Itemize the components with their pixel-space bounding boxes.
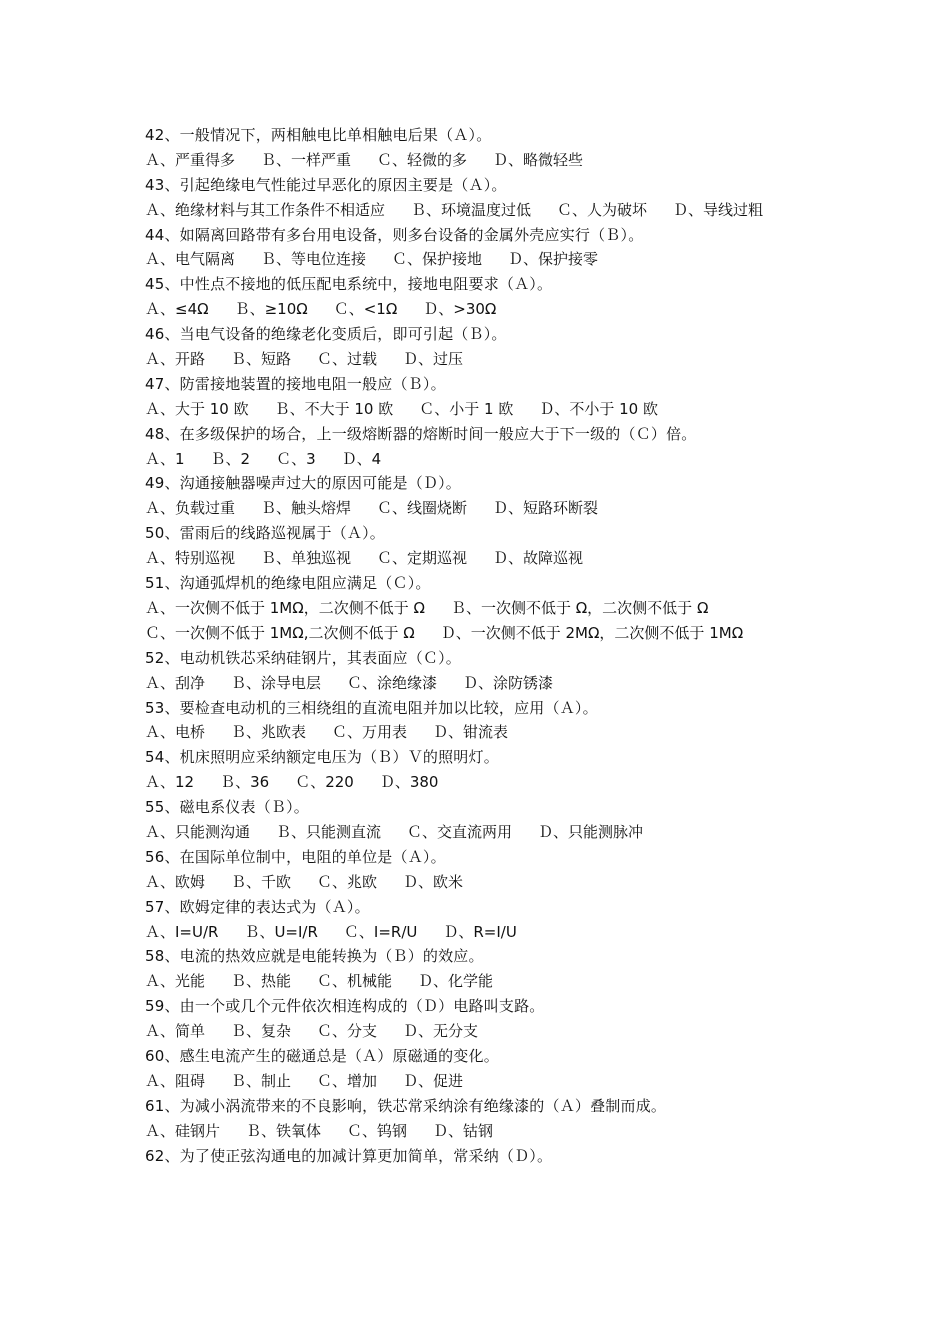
option-item: Ｃ、<1Ω — [333, 300, 398, 319]
option-item: Ａ、电气隔离 — [145, 250, 236, 269]
options-row — [145, 546, 810, 571]
option-item: Ｂ、一次侧不低于 Ω，二次侧不低于 Ω — [450, 598, 709, 617]
option-item: Ｂ、2 — [210, 449, 251, 468]
option-item: Ａ、≤4Ω — [145, 300, 209, 319]
option-item: Ｂ、等电位连接 — [261, 250, 367, 269]
question-text: 44、如隔离回路带有多台用电设备，则多台设备的金属外壳应实行（Ｂ）。 — [145, 225, 644, 244]
option-item: Ｂ、只能测直流 — [276, 822, 382, 841]
options-row — [145, 820, 810, 845]
options-row — [145, 397, 810, 422]
question-text: 48、在多级保护的场合，上一级熔断器的熔断时间一般应大于下一级的（Ｃ）倍。 — [145, 424, 697, 443]
option-item: Ｂ、复杂 — [231, 1022, 292, 1041]
option-item: Ａ、特别巡视 — [145, 549, 236, 568]
option-item: Ｄ、钴钢 — [433, 1121, 494, 1140]
option-item: Ｃ、增加 — [317, 1071, 378, 1090]
option-item: Ｃ、人为破坏 — [557, 200, 648, 219]
option-item: Ｂ、热能 — [231, 972, 292, 991]
options-row — [145, 720, 810, 745]
question-list — [145, 123, 810, 1168]
option-item: Ｂ、短路 — [231, 350, 292, 369]
option-item: Ｄ、导线过粗 — [673, 200, 764, 219]
options-row — [145, 596, 810, 646]
option-item: Ｃ、I=R/U — [343, 922, 418, 941]
question-text: 55、磁电系仪表（Ｂ）。 — [145, 798, 309, 817]
option-item: Ｂ、千欧 — [231, 872, 292, 891]
option-item: Ａ、电桥 — [145, 723, 206, 742]
option-item: Ｄ、略微轻些 — [493, 150, 584, 169]
option-item: Ａ、绝缘材料与其工作条件不相适应 — [145, 200, 386, 219]
option-item: Ｂ、涂导电层 — [231, 673, 322, 692]
question-text: 47、防雷接地装置的接地电阻一般应（Ｂ）。 — [145, 374, 446, 393]
option-item: Ｃ、定期巡视 — [377, 549, 468, 568]
options-row — [145, 247, 810, 272]
option-item: Ａ、1 — [145, 449, 185, 468]
option-item: Ｄ、促进 — [403, 1071, 464, 1090]
options-row — [145, 1119, 810, 1144]
question-text: 51、沟通弧焊机的绝缘电阻应满足（Ｃ）。 — [145, 574, 431, 593]
question-text: 57、欧姆定律的表达式为（Ａ）。 — [145, 897, 370, 916]
question-text: 42、一般情况下，两相触电比单相触电后果（Ａ）。 — [145, 126, 492, 144]
option-item: Ｄ、短路环断裂 — [493, 499, 599, 518]
option-item: Ｄ、一次侧不低于 2MΩ，二次侧不低于 1MΩ — [440, 623, 744, 642]
question-text: 53、要检查电动机的三相绕组的直流电阻并加以比较，应用（Ａ）。 — [145, 698, 598, 717]
question-text: 46、当电气设备的绝缘老化变质后，即可引起（Ｂ）。 — [145, 325, 507, 344]
option-item: Ｂ、单独巡视 — [261, 549, 352, 568]
option-item: Ｃ、过载 — [317, 350, 378, 369]
options-row — [145, 920, 810, 945]
options-row — [145, 496, 810, 521]
option-item: Ｂ、一样严重 — [261, 150, 352, 169]
question-text: 56、在国际单位制中，电阻的单位是（Ａ）。 — [145, 847, 446, 866]
option-item: Ｃ、机械能 — [317, 972, 393, 991]
option-item: Ａ、只能测沟通 — [145, 822, 251, 841]
option-item: Ａ、硅钢片 — [145, 1121, 221, 1140]
question-text: 60、感生电流产生的磁通总是（Ａ）原磁通的变化。 — [145, 1047, 499, 1065]
option-item: Ａ、12 — [145, 773, 195, 792]
question-text: 54、机床照明应采纳额定电压为（Ｂ）Ｖ的照明灯。 — [145, 748, 499, 767]
option-item: Ａ、开路 — [145, 350, 206, 369]
options-row — [145, 297, 810, 322]
option-item: Ｄ、涂防锈漆 — [463, 673, 554, 692]
options-row — [145, 148, 810, 173]
option-item: Ｄ、4 — [341, 449, 382, 468]
question-text: 58、电流的热效应就是电能转换为（Ｂ）的效应。 — [145, 947, 484, 966]
option-item: Ｄ、>30Ω — [423, 300, 497, 319]
option-item: Ａ、严重得多 — [145, 150, 236, 169]
option-item: Ｄ、无分支 — [403, 1022, 479, 1041]
option-item: Ｃ、保护接地 — [392, 250, 483, 269]
option-item: Ａ、负载过重 — [145, 499, 236, 518]
option-item: Ｂ、制止 — [231, 1071, 292, 1090]
option-item: Ｄ、R=I/U — [443, 922, 517, 941]
question-text: 50、雷雨后的线路巡视属于（Ａ）。 — [145, 524, 385, 543]
option-item: Ａ、欧姆 — [145, 872, 206, 891]
options-row — [145, 671, 810, 696]
option-item: Ｄ、只能测脉冲 — [538, 822, 644, 841]
option-item: Ｄ、化学能 — [418, 972, 494, 991]
option-item: Ｂ、36 — [220, 773, 270, 792]
option-item: Ｄ、保护接零 — [508, 250, 599, 269]
option-item: Ａ、一次侧不低于 1MΩ，二次侧不低于 Ω — [145, 598, 425, 617]
option-item: Ａ、简单 — [145, 1022, 206, 1041]
question-text: 49、沟通接触器噪声过大的原因可能是（Ｄ）。 — [145, 474, 461, 493]
option-item: Ｄ、过压 — [403, 350, 464, 369]
options-row — [145, 1069, 810, 1094]
option-item: Ｃ、钨钢 — [347, 1121, 408, 1140]
option-item: Ｃ、兆欧 — [317, 872, 378, 891]
option-item: Ａ、刮净 — [145, 673, 206, 692]
option-item: Ｂ、环境温度过低 — [411, 200, 532, 219]
option-item: Ｃ、涂绝缘漆 — [347, 673, 438, 692]
options-row — [145, 870, 810, 895]
option-item: Ｃ、一次侧不低于 1MΩ,二次侧不低于 Ω — [145, 623, 415, 642]
options-row — [145, 198, 810, 223]
option-item: Ｄ、欧米 — [403, 872, 464, 891]
option-item: Ｃ、分支 — [317, 1022, 378, 1041]
option-item: Ａ、大于 10 欧 — [145, 399, 249, 418]
option-item: Ｂ、兆欧表 — [231, 723, 307, 742]
option-item: Ｂ、不大于 10 欧 — [274, 399, 394, 418]
option-item: Ｄ、不小于 10 欧 — [539, 399, 658, 418]
options-row — [145, 770, 810, 795]
options-row — [145, 347, 810, 372]
option-item: Ｃ、220 — [295, 773, 354, 792]
option-item: Ｄ、故障巡视 — [493, 549, 584, 568]
option-item: Ｄ、钳流表 — [433, 723, 509, 742]
options-row — [145, 1019, 810, 1044]
options-row — [145, 969, 810, 994]
question-text: 62、为了使正弦沟通电的加减计算更加简单，常采纳（Ｄ）。 — [145, 1146, 553, 1165]
option-item: Ｂ、≥10Ω — [234, 300, 308, 319]
option-item: Ｃ、万用表 — [332, 723, 408, 742]
option-item: Ｃ、线圈烧断 — [377, 499, 468, 518]
option-item: Ｃ、3 — [276, 449, 316, 468]
option-item: Ａ、光能 — [145, 972, 206, 991]
option-item: Ｃ、轻微的多 — [377, 150, 468, 169]
options-row — [145, 447, 810, 472]
option-item: Ａ、I=U/R — [145, 922, 219, 941]
question-text: 52、电动机铁芯采纳硅钢片，其表面应（Ｃ）。 — [145, 648, 461, 667]
option-item: Ｃ、交直流两用 — [407, 822, 513, 841]
option-item: Ｂ、触头熔焊 — [261, 499, 352, 518]
question-text: 59、由一个或几个元件依次相连构成的（Ｄ）电路叫支路。 — [145, 997, 545, 1016]
question-text: 45、中性点不接地的低压配电系统中，接地电阻要求（Ａ）。 — [145, 275, 553, 294]
option-item: Ｃ、小于 1 欧 — [419, 399, 514, 418]
option-item: Ｂ、U=I/R — [244, 922, 318, 941]
question-text: 43、引起绝缘电气性能过早恶化的原因主要是（Ａ）。 — [145, 175, 507, 194]
question-text: 61、为减小涡流带来的不良影响，铁芯常采纳涂有绝缘漆的（Ａ）叠制而成。 — [145, 1096, 667, 1115]
option-item: Ａ、阻碍 — [145, 1071, 206, 1090]
option-item: Ｄ、380 — [379, 773, 439, 792]
option-item: Ｂ、铁氧体 — [246, 1121, 322, 1140]
